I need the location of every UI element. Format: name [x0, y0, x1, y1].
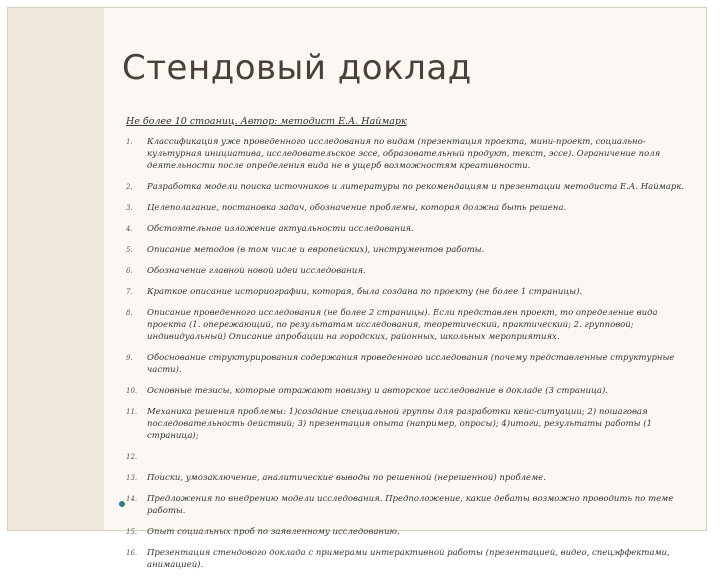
- list-item-number: 1.: [126, 138, 133, 146]
- list-item-number: 10.: [126, 387, 138, 395]
- bullet-dot-icon: [119, 501, 125, 507]
- list-item: [126, 265, 686, 277]
- list-item-text: Описание проведенного исследования (не более 2 страницы). Если представлен проект, то определение вида проекта (1. опережающий, по результатам исследования, теоретический, практический; 2. групповой; индивидуальный) Описание апробации на городских, районных, школьных мероприятиях.: [147, 308, 658, 342]
- list-item: [126, 406, 686, 442]
- list-item-number: 14.: [126, 495, 138, 503]
- numbered-list: [126, 136, 686, 580]
- list-item-text: Целеполагание, постановка задач, обозначение проблемы, которая должна быть решена.: [147, 203, 567, 213]
- list-item-number: 15.: [126, 528, 138, 536]
- list-item-number: 6.: [126, 267, 133, 275]
- list-item-number: 4.: [126, 225, 133, 233]
- decorative-band: [8, 8, 104, 530]
- list-item-text: Краткое описание историографии, которая, была создана по проекту (не более 1 страницы).: [147, 287, 583, 297]
- list-item-text: Предложения по внедрению модели исследования. Предположение, какие дебаты возможно проводить по теме работы.: [147, 494, 674, 516]
- list-item: [126, 136, 686, 172]
- list-item-text: Презентация стендового доклада с примерами интерактивной работы (презентацией, видео, спецэффектами, анимацией).: [147, 548, 670, 570]
- list-item: [126, 451, 686, 463]
- list-item: [126, 244, 686, 256]
- list-item-number: 7.: [126, 288, 133, 296]
- list-item: [126, 547, 686, 571]
- list-item-number: 13.: [126, 474, 138, 482]
- list-item-text: Разработка модели поиска источников и литературы по рекомендациям и презентации методиста Е.А. Наймарк.: [147, 182, 685, 192]
- list-item-text: Обозначение главной новой идеи исследования.: [147, 266, 366, 276]
- list-item: [126, 493, 686, 517]
- list-item-number: 2.: [126, 183, 133, 191]
- list-item-number: 12.: [126, 453, 138, 461]
- list-item: [126, 286, 686, 298]
- list-item-number: 8.: [126, 309, 133, 317]
- list-item: [126, 181, 686, 193]
- slide-title: Стендовый доклад: [122, 48, 472, 88]
- list-item-number: 11.: [126, 408, 138, 416]
- list-item-number: 16.: [126, 549, 138, 557]
- list-item-text: Механика решения проблемы: 1)создание специальной группы для разработки кейс-ситуации; 2) пошаговая последовательность действий; 3) презентация опыта (например, опросы); 4)итоги, результаты работы (1 страница);: [147, 407, 653, 441]
- list-item-number: 9.: [126, 354, 133, 362]
- list-item-text: Опыт социальных проб по заявленному исследованию.: [147, 527, 400, 537]
- slide-subtitle: Не более 10 стоаниц. Автор: методист Е.А. Наймарк: [126, 116, 407, 127]
- list-item: [126, 202, 686, 214]
- list-item-text: Обоснование структурирования содержания проведенного исследования (почему представленные структурные части).: [147, 353, 675, 375]
- list-item: [126, 352, 686, 376]
- list-item-text: Обстоятельное изложение актуальности исследования.: [147, 224, 414, 234]
- list-item-text: Поиски, умозаключение, аналитические выводы по решенной (нерешенной) проблеме.: [147, 473, 546, 483]
- list-item-text: Основные тезисы, которые отражают новизну и авторское исследование в докладе (3 страница).: [147, 386, 609, 396]
- list-item-number: 3.: [126, 204, 133, 212]
- list-item: [126, 385, 686, 397]
- list-item: [126, 223, 686, 235]
- list-item-number: 5.: [126, 246, 133, 254]
- list-item-text: Классификация уже проведенного исследования по видам (презентация проекта, мини-проект, социально-культурная инициатива, исследовательское эссе, образовательный продукт, текст, эссе). Ограничение поля деятельности после определения вида не в ущерб возможностям креативности.: [147, 137, 661, 171]
- list-item: [126, 472, 686, 484]
- list-item: [126, 526, 686, 538]
- list-item-text: Описание методов (в том числе и европейских), инструментов работы.: [147, 245, 485, 255]
- list-item: [126, 307, 686, 343]
